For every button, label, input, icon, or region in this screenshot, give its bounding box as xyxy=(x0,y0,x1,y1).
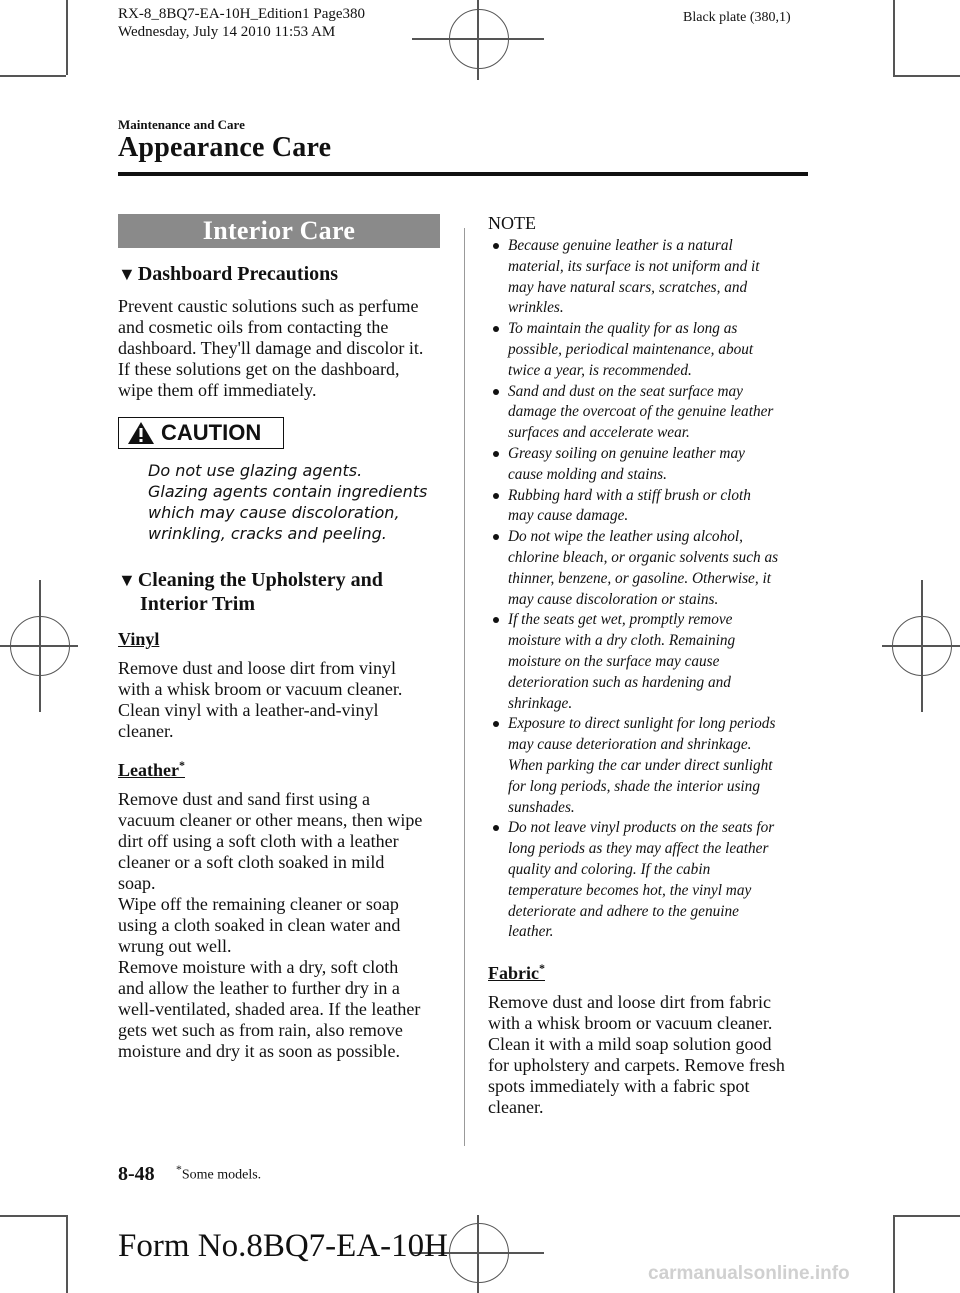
paragraph-fabric xyxy=(488,992,810,1118)
text-line: spots immediately with a fabric spot xyxy=(488,1076,750,1097)
text-line: surfaces and accelerate wear. xyxy=(508,424,690,442)
text-line: cause molding and stains. xyxy=(508,465,667,483)
list-item xyxy=(488,236,810,319)
slug-line-1: RX-8_8BQ7-EA-10H_Edition1 Page380 xyxy=(118,6,366,22)
heading-text: Dashboard Precautions xyxy=(137,263,339,285)
footnote-text: Some models. xyxy=(181,1167,262,1183)
text-line: may have natural scars, scratches, and xyxy=(508,278,748,296)
list-item xyxy=(488,818,810,943)
slug-line-2: Wednesday, July 14 2010 11:53 AM xyxy=(118,24,336,40)
text-line: may cause deterioration and shrinkage. xyxy=(508,736,752,754)
heading-dashboard-precautions xyxy=(118,262,440,286)
text-line: dirt off using a soft cloth with a leather xyxy=(118,831,399,851)
text-line: may cause damage. xyxy=(508,507,629,525)
form-number: Form No.8BQ7-EA-10H xyxy=(118,1228,448,1264)
right-column xyxy=(488,212,810,1118)
text-line: Because genuine leather is a natural xyxy=(508,237,733,254)
paragraph-vinyl xyxy=(118,658,440,742)
text-line: When parking the car under direct sunlight xyxy=(508,756,773,774)
text-line: and cosmetic oils from contacting the xyxy=(118,317,389,337)
text-line: To maintain the quality for as long as xyxy=(508,320,738,338)
paragraph-dashboard xyxy=(118,296,440,401)
text-line: Clean it with a mild soap solution good xyxy=(488,1034,772,1055)
text-line: Sand and dust on the seat surface may xyxy=(508,382,743,400)
text-line: Do not wipe the leather using alcohol, xyxy=(508,528,743,546)
subheading-leather xyxy=(118,754,440,781)
section-label: Maintenance and Care xyxy=(118,117,245,132)
text-line: Rubbing hard with a stiff brush or cloth xyxy=(508,486,751,504)
heading-text-cont: Interior Trim xyxy=(140,593,255,615)
title-rule xyxy=(118,172,808,176)
text-line: Greasy soiling on genuine leather may xyxy=(508,444,745,462)
footnote xyxy=(176,1163,261,1184)
list-item xyxy=(488,527,810,610)
text-line: vacuum cleaner or other means, then wipe xyxy=(118,810,423,830)
text-line: cleaner. xyxy=(118,721,174,741)
subheading-fabric xyxy=(488,957,810,984)
text-line: dashboard. They'll damage and discolor it. xyxy=(118,338,424,358)
text-line: well-ventilated, shaded area. If the leather xyxy=(118,999,421,1019)
text-line: thinner, benzene, or gasoline. Otherwise, it xyxy=(508,569,771,587)
star-icon: * xyxy=(539,961,545,976)
text-line: deteriorate and adhere to the genuine xyxy=(508,902,739,920)
text-line: Do not leave vinyl products on the seats for xyxy=(508,819,775,837)
text-line: Prevent caustic solutions such as perfume xyxy=(118,296,419,316)
text-line: may cause discoloration or stains. xyxy=(508,590,719,608)
text-line: If the seats get wet, promptly remove xyxy=(508,611,733,629)
text-line: Do not use glazing agents. xyxy=(148,461,363,480)
text-line: with a whisk broom or vacuum cleaner. xyxy=(118,679,403,699)
text-line: gets wet such as from rain, also remove xyxy=(118,1020,403,1040)
text-line: for long periods, shade the interior using xyxy=(508,777,760,795)
text-line: wrinkling, cracks and peeling. xyxy=(148,524,387,543)
caution-text xyxy=(148,460,440,544)
text-line: moisture on the surface may cause xyxy=(508,652,720,670)
plate-label: Black plate (380,1) xyxy=(683,10,791,25)
triangle-icon: ▼ xyxy=(118,264,136,284)
print-slug xyxy=(118,5,365,41)
text-line: Exposure to direct sunlight for long periods xyxy=(508,715,776,733)
subheading-text: Fabric xyxy=(488,963,539,984)
section-banner: Interior Care xyxy=(118,214,440,248)
left-column xyxy=(118,214,440,1062)
warning-icon xyxy=(127,421,155,445)
text-line: moisture and dry it as soon as possible. xyxy=(118,1041,400,1061)
text-line: Clean vinyl with a leather-and-vinyl xyxy=(118,700,379,720)
list-item xyxy=(488,486,810,528)
text-line: damage the overcoat of the genuine leather xyxy=(508,403,774,421)
text-line: and allow the leather to further dry in a xyxy=(118,978,400,998)
paragraph-leather xyxy=(118,789,440,1062)
triangle-icon: ▼ xyxy=(118,570,136,590)
caution-block xyxy=(118,417,440,544)
star-icon: * xyxy=(178,758,185,772)
text-line: cleaner or a soft cloth soaked in mild xyxy=(118,852,385,872)
note-list xyxy=(488,236,810,943)
text-line: deterioration such as hardening and xyxy=(508,673,731,691)
text-line: cleaner. xyxy=(488,1097,544,1118)
text-line: sunshades. xyxy=(508,798,575,816)
text-line: leather. xyxy=(508,923,554,941)
text-line: for upholstery and carpets. Remove fresh xyxy=(488,1055,785,1076)
text-line: quality and coloring. If the cabin xyxy=(508,860,711,878)
list-item xyxy=(488,610,810,714)
list-item xyxy=(488,444,810,486)
text-line: temperature becomes hot, the vinyl may xyxy=(508,881,752,899)
page-title: Appearance Care xyxy=(118,132,332,163)
text-line: long periods as they may affect the leather xyxy=(508,840,769,858)
list-item xyxy=(488,382,810,444)
caution-label-box xyxy=(118,417,284,449)
text-line: Glazing agents contain ingredients xyxy=(148,482,428,501)
star-icon: * xyxy=(176,1163,182,1176)
text-line: Remove dust and sand first using a xyxy=(118,789,370,809)
text-line: Wipe off the remaining cleaner or soap xyxy=(118,894,399,914)
text-line: wipe them off immediately. xyxy=(118,380,317,400)
list-item xyxy=(488,714,810,818)
text-line: material, its surface is not uniform and it xyxy=(508,257,760,275)
text-line: shrinkage. xyxy=(508,694,573,712)
subheading-text: Leather xyxy=(118,760,179,780)
text-line: wrinkles. xyxy=(508,299,564,317)
heading-text: Cleaning the Upholstery and xyxy=(137,569,383,591)
subheading-vinyl: Vinyl xyxy=(118,629,160,649)
text-line: soap. xyxy=(118,873,156,893)
text-line: using a cloth soaked in clean water and xyxy=(118,915,401,935)
list-item xyxy=(488,319,810,381)
text-line: with a whisk broom or vacuum cleaner. xyxy=(488,1013,773,1034)
heading-cleaning-upholstery xyxy=(118,568,440,616)
note-heading: NOTE xyxy=(488,213,536,233)
text-line: Remove dust and loose dirt from fabric xyxy=(488,992,771,1013)
page-number: 8-48 xyxy=(118,1163,155,1185)
text-line: which may cause discoloration, xyxy=(148,503,400,522)
text-line: moisture with a dry cloth. Remaining xyxy=(508,632,736,650)
text-line: possible, periodical maintenance, about xyxy=(508,340,754,358)
caution-label: CAUTION xyxy=(161,420,262,445)
text-line: twice a year, is recommended. xyxy=(508,361,692,379)
text-line: Remove dust and loose dirt from vinyl xyxy=(118,658,396,678)
watermark: carmanualsonline.info xyxy=(648,1263,850,1284)
text-line: wrung out well. xyxy=(118,936,232,956)
text-line: If these solutions get on the dashboard, xyxy=(118,359,400,379)
text-line: Remove moisture with a dry, soft cloth xyxy=(118,957,399,977)
text-line: chlorine bleach, or organic solvents such as xyxy=(508,548,779,566)
